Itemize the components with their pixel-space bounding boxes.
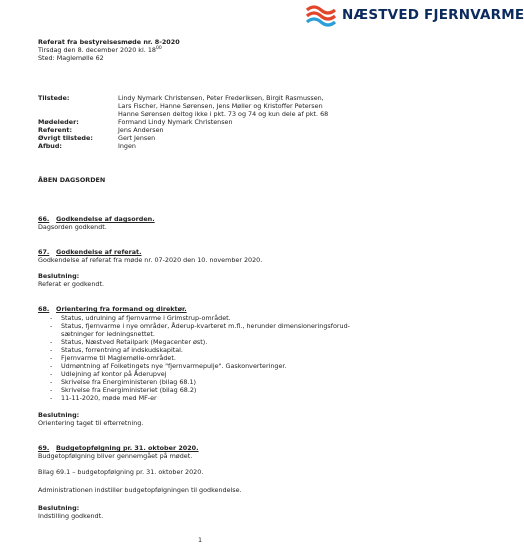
page-number: 1: [197, 536, 203, 544]
company-logo: [306, 2, 524, 28]
section-66-heading: 66. Godkendelse af dagsorden.: [38, 215, 155, 223]
flame-wave-icon: [306, 4, 336, 26]
section-69-recommendation: Administrationen indstiller budgetopfølgningen til godkendelse.: [38, 486, 242, 494]
section-67-heading: 67. Godkendelse af referat.: [38, 248, 142, 256]
section-69-body: Budgetopfølgning bliver gennemgået på mødet.: [38, 452, 193, 460]
section-69-heading: 69. Budgetopfølgning pr. 31. oktober 2020.: [38, 444, 199, 452]
section-67-decision-label: Beslutning:: [38, 272, 80, 280]
section-67-decision: Referat er godkendt.: [38, 280, 105, 288]
section-68-decision-label: Beslutning:: [38, 411, 80, 419]
logo-text: NÆSTVED FJERNVARME: [342, 7, 524, 23]
section-67-body: Godkendelse af referat fra møde nr. 07-2020 den 10. november 2020.: [38, 256, 263, 264]
document-page: NÆSTVED FJERNVARME Referat fra bestyrelsesmøde nr. 8-2020 Tirsdag den 8. december 2020 kl. $18^{00}$ Sted: Maglemølle 62 Tilstede: Lindy Nymark Christensen, Peter Frederiksen, Birgit Rasmussen, Lars Fischer, Hanne Sørensen, Jens Møller og Kristoffer Petersen Hanne Sørensen deltog ikke i pkt. 73 og 74 og kun dele af pkt. 68 Mødeleder: Formand Lindy Nymark Christensen Referent: Jens Andersen Øvrigt tilstede: Gert Jensen Afbud: Ingen ÅBEN DAGSORDEN 66. Godkendelse af dagsorden. Dagsorden godkendt. 67. Godkendelse af referat. Godkendelse af referat fra møde nr. 07-2020 den 10. november 2020. Beslutning: Referat er godkendt. 68. Orientering fra formand og direktør. - Status, udrulning af fjernvarme i Grimstrup-området. - Status, fjernvarme i nye områder, Åderup-kvarteret m.fl., herunder dimensioneringsforud- sætninger for ledningsnettet. - Status, Næstved Retailpark (Megacenter øst). - Status, forrentning af indskudskapital. - Fjernvarme til Maglemølle-området. - Udmøntning af Folketingets nye "fjernvarmepulje". Gaskonverteringer. - Udlejning af kontor på Åderupvej - Skrivelse fra Energiministeren (bilag 68.1) - Skrivelse fra Energiministeriet (bilag 68.2) - 11-11-2020, møde med MF-er Beslutning: Orientering taget til efterretning. 69. Budgetopfølgning pr. 31. oktober 2020. Budgetopfølgning bliver gennemgået på mødet. Bilag 69.1 – budgetopfølgning pr. 31. oktober 2020. Administrationen indstiller budgetopfølgningen til godkendelse. Beslutning: Indstilling godkendt. 1: [0, 0, 400, 550]
section-68-decision: Orientering taget til efterretning.: [38, 419, 144, 427]
section-69-decision: Indstilling godkendt.: [38, 512, 104, 520]
section-69-attachment: Bilag 69.1 – budgetopfølgning pr. 31. oktober 2020.: [38, 468, 204, 476]
open-agenda-heading: ÅBEN DAGSORDEN: [38, 176, 106, 184]
meeting-place: Sted: Maglemølle 62: [38, 54, 104, 62]
section-66-body: Dagsorden godkendt.: [38, 223, 107, 231]
document-title: Referat fra bestyrelsesmøde nr. 8-2020: [38, 38, 180, 46]
meeting-date: Tirsdag den 8. december 2020 kl. $18^{00}$: [38, 45, 162, 54]
section-69-decision-label: Beslutning:: [38, 504, 80, 512]
section-68-heading: 68. Orientering fra formand og direktør.: [38, 305, 187, 313]
